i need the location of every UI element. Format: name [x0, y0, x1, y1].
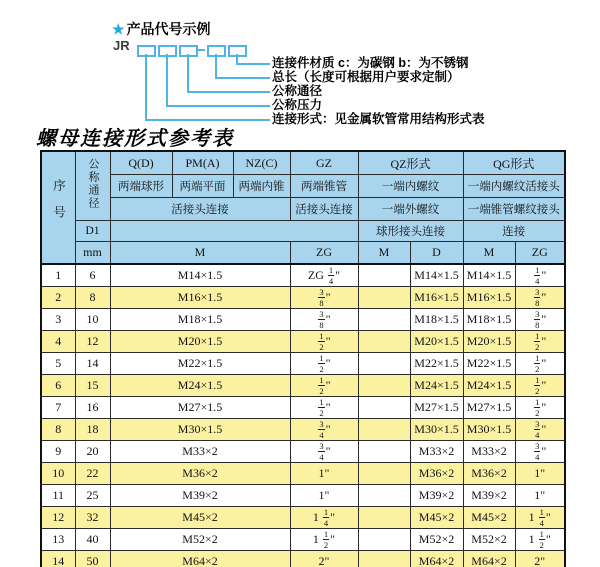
cell-m: M33×2: [110, 441, 290, 463]
table-header: [41, 151, 565, 264]
cell-qg-m: M18×1.5: [463, 309, 515, 331]
cell-qz-m: [358, 353, 410, 375]
header-col-qz: QZ形式: [358, 151, 463, 175]
cell-seq: 5: [41, 353, 75, 375]
cell-dn: 50: [75, 551, 110, 567]
cell-dn: 20: [75, 441, 110, 463]
cell-qz-d: M30×1.5: [410, 419, 463, 441]
cell-qz-d: M27×1.5: [410, 397, 463, 419]
header-d1: D1: [75, 221, 110, 242]
cell-seq: 7: [41, 397, 75, 419]
cell-seq: 3: [41, 309, 75, 331]
cell-qz-m: [358, 551, 410, 567]
connector-line-form: [145, 54, 270, 121]
cell-seq: 14: [41, 551, 75, 567]
cell-gz: 1 $\frac{1}{4}$ ": [290, 507, 358, 529]
diagram-title: [112, 19, 211, 39]
header-sub-qg: 一端内螺纹活接头: [463, 175, 565, 198]
header-conn2-qz: 球形接头连接: [358, 221, 463, 242]
header-sub-qd: 两端球形: [110, 175, 172, 198]
table-row: [41, 529, 565, 551]
cell-qg-m: M24×1.5: [463, 375, 515, 397]
cell-gz: 1 $\frac{1}{2}$ ": [290, 529, 358, 551]
table-body: [41, 264, 565, 567]
cell-qz-d: M45×2: [410, 507, 463, 529]
cell-gz: $\frac{3}{4}$ ": [290, 441, 358, 463]
header-col-qd: Q(D): [110, 151, 172, 175]
cell-seq: 12: [41, 507, 75, 529]
cell-qz-m: [358, 309, 410, 331]
cell-qg-zg: $\frac{1}{4}$ ": [515, 264, 565, 287]
header-unit-zg-gz: ZG: [290, 242, 358, 265]
cell-gz: $\frac{1}{2}$ ": [290, 375, 358, 397]
cell-qg-m: M22×1.5: [463, 353, 515, 375]
cell-seq: 13: [41, 529, 75, 551]
cell-qg-zg: $\frac{1}{2}$ ": [515, 375, 565, 397]
cell-qg-m: M27×1.5: [463, 397, 515, 419]
table-row: [41, 507, 565, 529]
cell-qz-d: M33×2: [410, 441, 463, 463]
cell-qg-m: M20×1.5: [463, 331, 515, 353]
cell-gz: 2": [290, 551, 358, 567]
cell-qg-zg: $\frac{1}{2}$ ": [515, 397, 565, 419]
cell-qg-zg: $\frac{1}{2}$ ": [515, 353, 565, 375]
header-unit-d-qz: D: [410, 242, 463, 265]
nut-connection-table: [40, 150, 566, 567]
cell-dn: 10: [75, 309, 110, 331]
table-row: [41, 463, 565, 485]
diagram-title-text: 产品代号示例: [126, 21, 211, 37]
cell-gz: $\frac{1}{2}$ ": [290, 397, 358, 419]
cell-qz-d: M64×2: [410, 551, 463, 567]
cell-qz-m: [358, 264, 410, 287]
cell-gz: 1": [290, 485, 358, 507]
cell-gz: $\frac{3}{8}$ ": [290, 287, 358, 309]
cell-gz: 1": [290, 463, 358, 485]
cell-m: M52×2: [110, 529, 290, 551]
cell-qz-m: [358, 331, 410, 353]
table-row: [41, 419, 565, 441]
cell-qg-zg: 2": [515, 551, 565, 567]
header-col-pm: PM(A): [172, 151, 233, 175]
cell-seq: 10: [41, 463, 75, 485]
cell-qg-zg: 1": [515, 485, 565, 507]
cell-gz: $\frac{1}{2}$ ": [290, 331, 358, 353]
header-conn-qz: 一端外螺纹: [358, 198, 463, 221]
cell-dn: 25: [75, 485, 110, 507]
cell-qz-m: [358, 287, 410, 309]
cell-seq: 8: [41, 419, 75, 441]
cell-qz-d: M24×1.5: [410, 375, 463, 397]
header-unit-m-qz: M: [358, 242, 410, 265]
code-dash: [197, 49, 205, 51]
cell-m: M18×1.5: [110, 309, 290, 331]
cell-m: M64×2: [110, 551, 290, 567]
header-col-nz: NZ(C): [233, 151, 290, 175]
star-icon: ★: [112, 21, 125, 37]
cell-qg-m: M14×1.5: [463, 264, 515, 287]
cell-m: M16×1.5: [110, 287, 290, 309]
cell-qg-zg: 1": [515, 463, 565, 485]
cell-seq: 6: [41, 375, 75, 397]
cell-dn: 32: [75, 507, 110, 529]
header-unit-m-left: M: [110, 242, 290, 265]
cell-qz-d: M39×2: [410, 485, 463, 507]
table-row: [41, 309, 565, 331]
cell-m: M39×2: [110, 485, 290, 507]
cell-seq: 9: [41, 441, 75, 463]
header-sub-gz: 两端锥管: [290, 175, 358, 198]
cell-qg-zg: $\frac{3}{4}$ ": [515, 419, 565, 441]
header-seq-label: 序号: [51, 179, 66, 232]
cell-dn: 18: [75, 419, 110, 441]
cell-qg-m: M33×2: [463, 441, 515, 463]
cell-m: M45×2: [110, 507, 290, 529]
cell-m: M30×1.5: [110, 419, 290, 441]
cell-qz-m: [358, 529, 410, 551]
table-title: 螺母连接形式参考表: [36, 126, 234, 150]
header-unit-mm: mm: [75, 242, 110, 265]
cell-qz-m: [358, 485, 410, 507]
cell-m: M36×2: [110, 463, 290, 485]
cell-qg-zg: $\frac{1}{2}$ ": [515, 331, 565, 353]
cell-qz-d: M22×1.5: [410, 353, 463, 375]
cell-dn: 16: [75, 397, 110, 419]
table-row: [41, 331, 565, 353]
table-row: [41, 397, 565, 419]
cell-qg-zg: 1 $\frac{1}{4}$ ": [515, 507, 565, 529]
table-row: [41, 287, 565, 309]
header-col-qg: QG形式: [463, 151, 565, 175]
code-label-pressure: 公称压力: [272, 98, 323, 112]
cell-m: M22×1.5: [110, 353, 290, 375]
cell-m: M20×1.5: [110, 331, 290, 353]
cell-seq: 11: [41, 485, 75, 507]
cell-qg-m: M16×1.5: [463, 287, 515, 309]
cell-dn: 8: [75, 287, 110, 309]
cell-qg-m: M30×1.5: [463, 419, 515, 441]
cell-qz-d: M52×2: [410, 529, 463, 551]
cell-qz-d: M18×1.5: [410, 309, 463, 331]
cell-qz-d: M36×2: [410, 463, 463, 485]
header-row-ends: [41, 175, 565, 198]
header-unit-zg-qg: ZG: [515, 242, 565, 265]
cell-qz-m: [358, 507, 410, 529]
cell-gz: $\frac{3}{8}$ ": [290, 309, 358, 331]
cell-dn: 6: [75, 264, 110, 287]
code-label-diameter: 公称通径: [272, 84, 323, 98]
header-conn-qg: 一端锥管螺纹接头: [463, 198, 565, 221]
code-label-material: 连接件材质 c：为碳钢 b：为不锈钢: [272, 56, 469, 70]
header-dn-label: 公称通径: [87, 158, 99, 210]
cell-dn: 12: [75, 331, 110, 353]
header-row-forms: [41, 151, 565, 175]
cell-qg-zg: $\frac{3}{8}$ ": [515, 309, 565, 331]
header-unit-m-qg: M: [463, 242, 515, 265]
cell-dn: 15: [75, 375, 110, 397]
header-row-connection: [41, 198, 565, 221]
header-conn-left: 活接头连接: [110, 198, 290, 221]
cell-qz-m: [358, 441, 410, 463]
table-row: [41, 551, 565, 567]
header-row-units: [41, 242, 565, 265]
cell-qg-m: M64×2: [463, 551, 515, 567]
cell-dn: 14: [75, 353, 110, 375]
cell-qg-zg: $\frac{3}{8}$ ": [515, 287, 565, 309]
code-label-length: 总长（长度可根据用户要求定制）: [272, 70, 460, 84]
header-sub-qz: 一端内螺纹: [358, 175, 463, 198]
table-row: [41, 485, 565, 507]
cell-m: M27×1.5: [110, 397, 290, 419]
header-col-gz: GZ: [290, 151, 358, 175]
table-row: [41, 441, 565, 463]
cell-qz-d: M16×1.5: [410, 287, 463, 309]
cell-gz: $\frac{3}{4}$ ": [290, 419, 358, 441]
header-conn-gz: 活接头连接: [290, 198, 358, 221]
header-sub-pm: 两端平面: [172, 175, 233, 198]
cell-gz: $\frac{1}{2}$ ": [290, 353, 358, 375]
header-dn: [75, 151, 110, 221]
cell-qz-m: [358, 375, 410, 397]
cell-dn: 22: [75, 463, 110, 485]
cell-seq: 1: [41, 264, 75, 287]
cell-qg-zg: $\frac{3}{4}$ ": [515, 441, 565, 463]
cell-dn: 40: [75, 529, 110, 551]
cell-qz-d: M20×1.5: [410, 331, 463, 353]
cell-qz-m: [358, 419, 410, 441]
cell-qg-zg: 1 $\frac{1}{2}$ ": [515, 529, 565, 551]
header-conn2-qg: 连接: [463, 221, 565, 242]
header-row-d1: [41, 221, 565, 242]
header-sub-nz: 两端内锥: [233, 175, 290, 198]
cell-m: M24×1.5: [110, 375, 290, 397]
table-row: [41, 353, 565, 375]
cell-qz-d: M14×1.5: [410, 264, 463, 287]
cell-seq: 2: [41, 287, 75, 309]
table-row: [41, 264, 565, 287]
cell-qg-m: M39×2: [463, 485, 515, 507]
table-row: [41, 375, 565, 397]
cell-gz: ZG $\frac{1}{4}$ ": [290, 264, 358, 287]
header-d1-empty: [110, 221, 358, 242]
cell-qg-m: M45×2: [463, 507, 515, 529]
header-seq: [41, 151, 75, 264]
cell-qg-m: M52×2: [463, 529, 515, 551]
cell-qz-m: [358, 397, 410, 419]
cell-m: M14×1.5: [110, 264, 290, 287]
cell-seq: 4: [41, 331, 75, 353]
code-label-form: 连接形式：见金属软管常用结构形式表: [272, 112, 485, 126]
product-code-prefix: JR: [113, 38, 130, 53]
cell-qg-m: M36×2: [463, 463, 515, 485]
cell-qz-m: [358, 463, 410, 485]
